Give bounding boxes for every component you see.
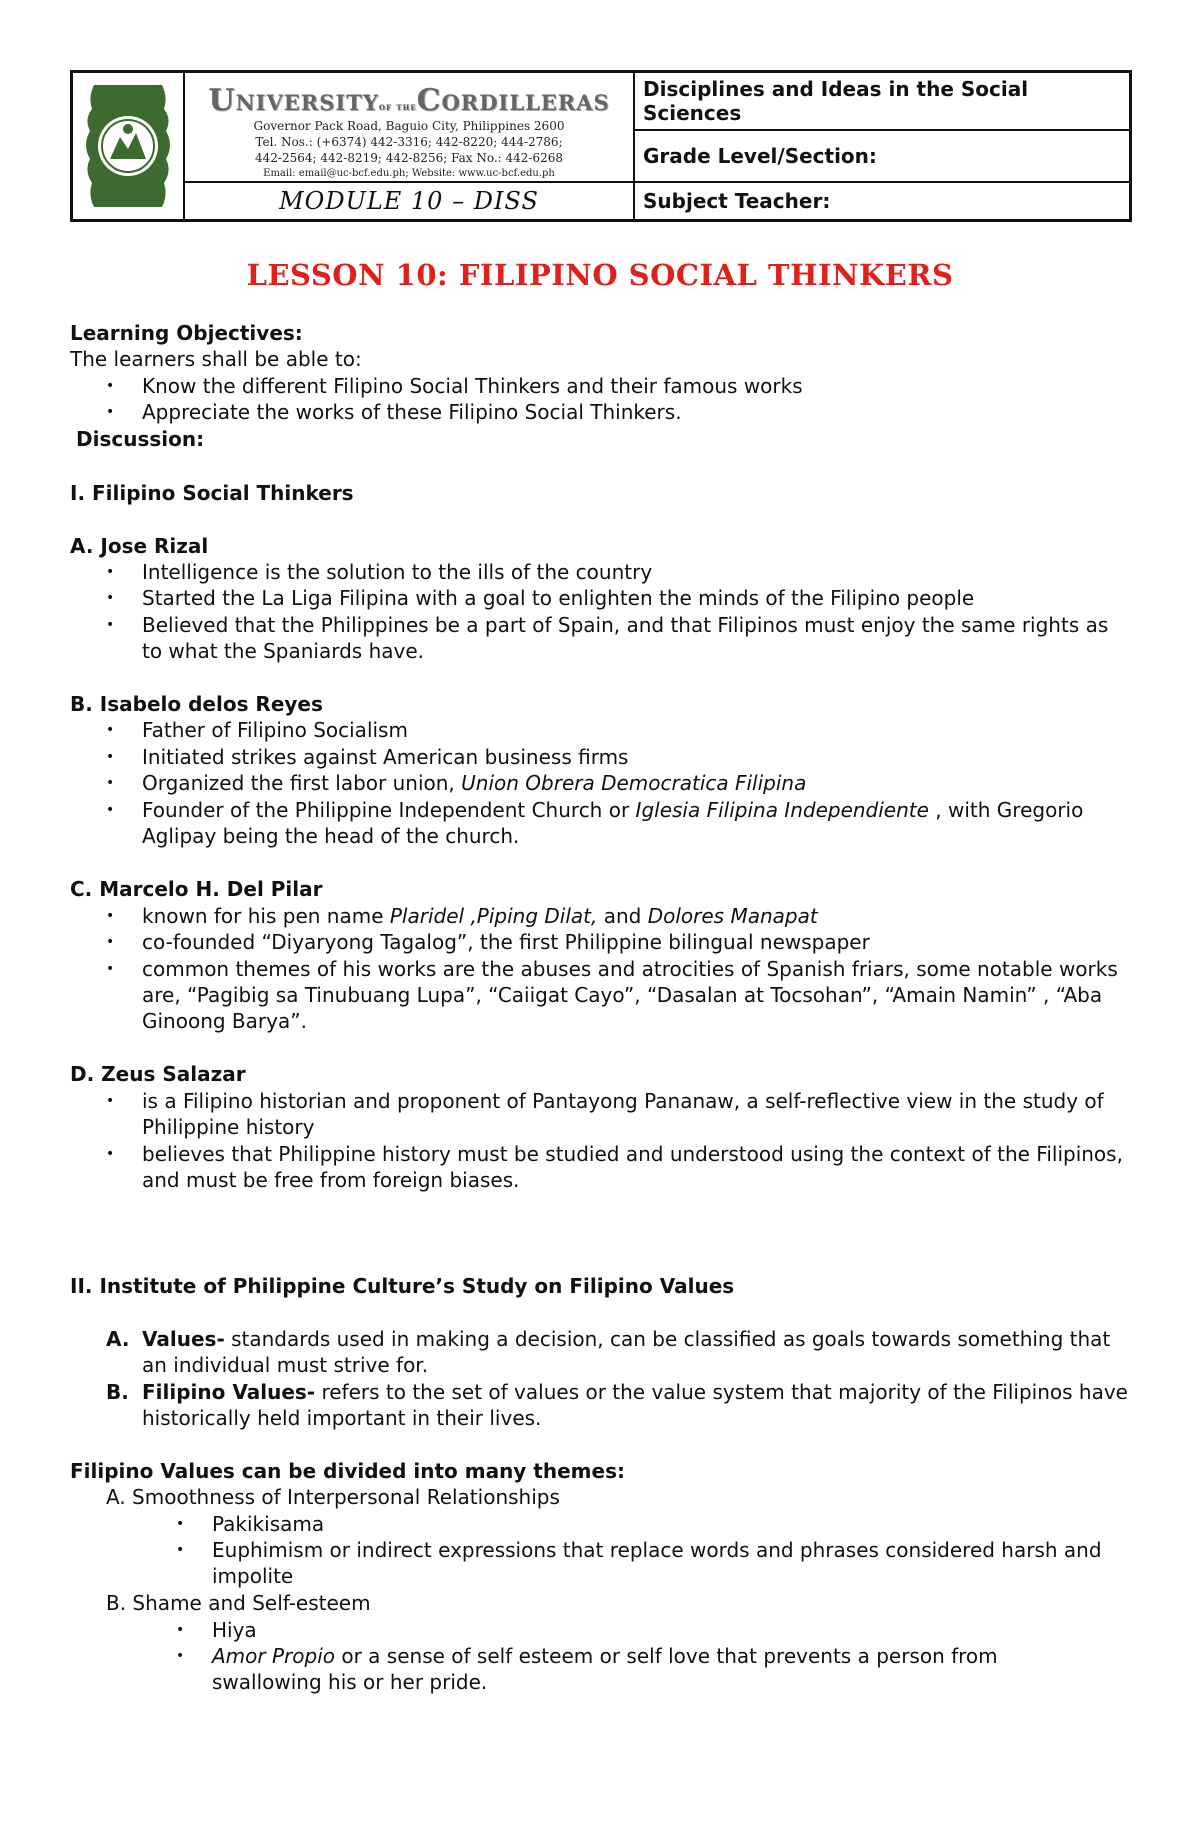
- bullet-icon: •: [106, 749, 115, 765]
- seal-cell: [73, 73, 185, 219]
- university-name: Universityof theCordilleras: [208, 83, 610, 118]
- module-page: Universityof theCordilleras Governor Pack Road, Baguio City, Philippines 2600 Tel. Nos.: (+6374) 442-3316; 442-8220; 444-2786; 442-2564; 442-8219; 442-8256; Fax No.: 442-6268 Email: email@uc-bcf.edu.ph; Website: www.uc-bcf.edu.ph MODULE 10 – DISS Disciplines and Ideas in the Social Sciences Grade Level/Section: Subject Teacher: LESSON 10: FILIPINO SOCIAL THINKERS Learning Objectives: The learners shall be able to: • Know the different Filipino Social Thinkers and their famous works • Appreciate the works of these Filipino Social Thinkers. Discussion: I. Filipino Social Thinkers A. Jose Rizal • Intelligence is the solution to the ills of the country • Started the La Liga Filipina with a goal to enlighten the minds of the Filipino people • Believed that the Philippines be a part of Spain, and that Filipinos must enjoy the same rights as to what the Spaniards have. B. Isabelo delos Reyes • Father of Filipino Socialism • Initiated strikes against American business firms • Organized the first labor union, Union Obrera Democratica Filipina • Founder of the Philippine Independent Church or Iglesia Filipina Independiente , with Gregorio Aglipay being the head of the church. C. Marcelo H. Del Pilar • known for his pen name Plaridel ,Piping Dilat, and Dolores Manapat • co-founded “Diyaryong Tagalog”, the first Philippine bilingual newspaper • common themes of his works are the abuses and atrocities of Spanish friars, some notable works are, “Pagibig sa Tinubuang Lupa”, “Caiigat Cayo”, “Dasalan at Tocsohan”, “Amain Namin” , “Aba Ginoong Barya”. D. Zeus Salazar • is a Filipino historian and proponent of Pantayong Pananaw, a self-reflective view in the study of Philippine history • believes that Philippine history must be studied and understood using the context of the Filipinos, and must be free from foreign biases. II. Institute of Philippine Culture’s Study on Filipino Values A. Values- standards used in making a decision, can be classified as goals towards something that an individual must strive for. B. Filipino Values- refers to the set of values or the value system that majority of the Filipinos have historically held important in their lives. Filipino Values can be divided into many themes: A. Smoothness of Interpersonal Relationships • Pakikisama • Euphimism or indirect expressions that replace words and phrases considered harsh and impolite B. Shame and Self-esteem • Hiya • Amor Propio or a sense of self esteem or self love that prevents a person from swallowing his or her pride.: [0, 0, 1200, 1835]
- subject-teacher-cell: Subject Teacher:: [643, 189, 831, 213]
- section-1-heading: I. Filipino Social Thinkers: [70, 481, 354, 505]
- bullet-icon: •: [106, 722, 115, 738]
- bullet-icon: •: [106, 934, 115, 950]
- bullet-icon: •: [106, 1146, 115, 1162]
- objectives-intro: The learners shall be able to:: [70, 347, 362, 371]
- bullet-icon: •: [106, 802, 115, 818]
- module-label: MODULE 10 – DISS: [185, 183, 635, 219]
- filipino-values-marker: B.: [106, 1380, 129, 1404]
- bullet-icon: •: [106, 961, 115, 977]
- university-info: [185, 73, 635, 183]
- university-email: Email: email@uc-bcf.edu.ph; Website: www.uc-bcf.edu.ph: [263, 168, 555, 179]
- pilar-heading: C. Marcelo H. Del Pilar: [70, 877, 323, 901]
- values-marker: A.: [106, 1327, 130, 1351]
- salazar-heading: D. Zeus Salazar: [70, 1062, 246, 1086]
- university-seal-icon: [80, 79, 176, 213]
- discussion-label: Discussion:: [76, 427, 205, 451]
- theme-b: B. Shame and Self-esteem: [106, 1591, 371, 1615]
- bullet-icon: •: [176, 1542, 185, 1558]
- bullet-icon: •: [176, 1648, 185, 1664]
- bullet-icon: •: [106, 404, 115, 420]
- themes-heading: Filipino Values can be divided into many themes:: [70, 1459, 625, 1483]
- bullet-icon: •: [106, 908, 115, 924]
- bullet-icon: •: [106, 378, 115, 394]
- lesson-title: LESSON 10: FILIPINO SOCIAL THINKERS: [246, 258, 954, 292]
- university-address: Governor Pack Road, Baguio City, Philippines 2600: [253, 119, 565, 133]
- bullet-icon: •: [106, 617, 115, 633]
- reyes-heading: B. Isabelo delos Reyes: [70, 692, 323, 716]
- grade-level-cell: Grade Level/Section:: [635, 131, 1129, 183]
- bullet-icon: •: [106, 1093, 115, 1109]
- objectives-heading: Learning Objectives:: [70, 321, 303, 345]
- section-2-heading: II. Institute of Philippine Culture’s Study on Filipino Values: [70, 1274, 735, 1298]
- bullet-icon: •: [176, 1516, 185, 1532]
- bullet-icon: •: [106, 564, 115, 580]
- bullet-icon: •: [176, 1622, 185, 1638]
- subject-cell: Disciplines and Ideas in the Social Sciences: [635, 73, 1129, 131]
- header-table: [70, 70, 1132, 222]
- university-tel-2: 442-2564; 442-8219; 442-8256; Fax No.: 442-6268: [255, 151, 563, 165]
- theme-a: A. Smoothness of Interpersonal Relationships: [106, 1485, 560, 1509]
- rizal-heading: A. Jose Rizal: [70, 534, 209, 558]
- bullet-icon: •: [106, 775, 115, 791]
- university-tel-1: Tel. Nos.: (+6374) 442-3316; 442-8220; 444-2786;: [255, 135, 563, 149]
- bullet-icon: •: [106, 590, 115, 606]
